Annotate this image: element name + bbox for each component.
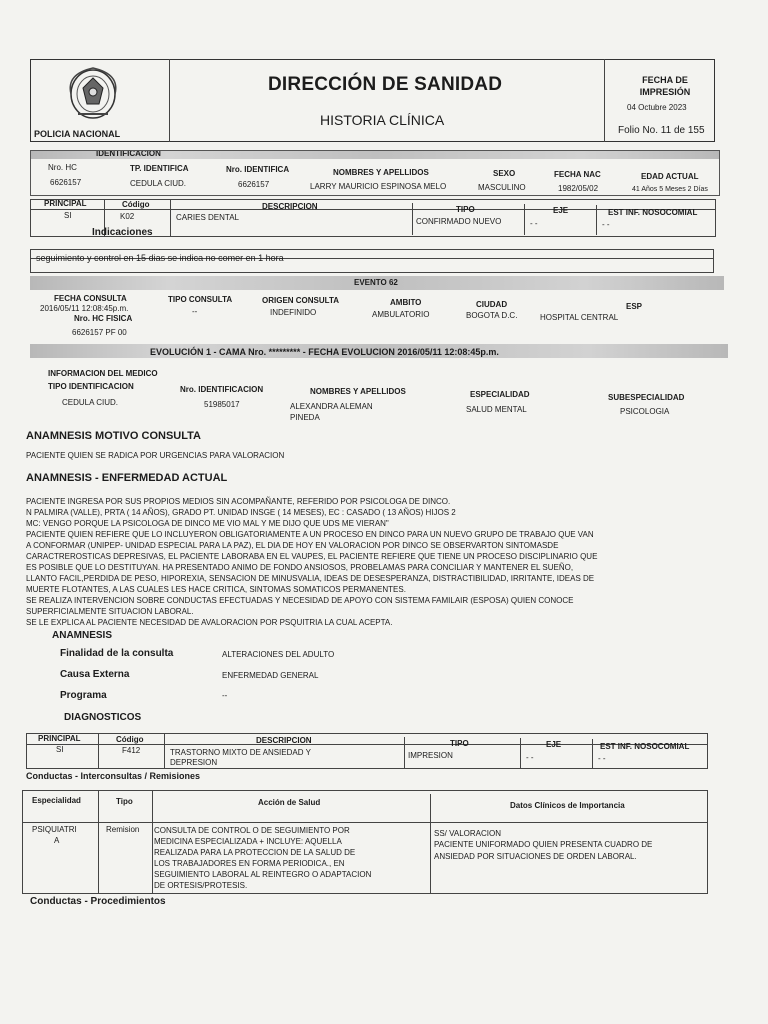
fecha-impresion-label: FECHA DE IMPRESIÓN	[639, 75, 691, 97]
diag-header-descripcion: DESCRIPCION	[256, 736, 312, 745]
diag1-principal: SI	[64, 211, 72, 220]
id-value-edad: 41 Años 5 Meses 2 Días	[632, 186, 708, 193]
diag1-header-codigo: Código	[122, 200, 150, 209]
enfermedad-line: LLANTO FACIL,PERDIDA DE PESO, HIPOREXIA, SENSACION DE MINUSVALIA, IDEAS DE DESESPERANZA, DISTRACTIBILIDAD, IRRITANTE, IDEAS DE	[26, 574, 595, 583]
diagnosticos-title: DIAGNOSTICOS	[64, 712, 142, 723]
evento-origen: INDEFINIDO	[270, 308, 317, 317]
procedimientos-title: Conductas - Procedimientos	[30, 896, 166, 907]
page-title: DIRECCIÓN DE SANIDAD	[268, 74, 503, 95]
motivo-title: ANAMNESIS MOTIVO CONSULTA	[26, 430, 201, 442]
evento-esp: HOSPITAL CENTRAL	[540, 313, 619, 322]
evento-tipo: --	[192, 307, 198, 316]
causa-externa-value: ENFERMEDAD GENERAL	[222, 671, 319, 680]
header-box	[30, 59, 715, 142]
medico-header-especialidad: ESPECIALIDAD	[470, 390, 530, 399]
identificacion-label: IDENTIFICACION	[96, 149, 161, 158]
enfermedad-line: PACIENTE INGRESA POR SUS PROPIOS MEDIOS SIN ACOMPAÑANTE, REFERIDO POR PSICOLOGA DE DINCO.	[26, 497, 451, 506]
evento-label: EVENTO 62	[354, 278, 398, 287]
enfermedad-line: SE REALIZA INTERVENCION SOBRE CONDUCTAS EFECTUADAS Y NECESIDAD DE APOYO CON SISTEMA FAMILAIR (ESPOSA) QUIEN CONOCE	[26, 596, 574, 605]
page-subtitle: HISTORIA CLÍNICA	[320, 112, 445, 128]
evento-header-esp: ESP	[626, 302, 643, 311]
finalidad-value: ALTERACIONES DEL ADULTO	[222, 650, 335, 659]
fecha-impresion-value: 04 Octubre 2023	[627, 103, 687, 112]
medico-header-tipo: TIPO IDENTIFICACION	[48, 382, 134, 391]
diag1-header-tipo: TIPO	[456, 205, 475, 214]
inter-accion-line: CONSULTA DE CONTROL O DE SEGUIMIENTO POR	[154, 826, 350, 835]
medico-nro: 51985017	[204, 400, 240, 409]
inter-accion-line: MEDICINA ESPECIALIZADA + INCLUYE: AQUELLA	[154, 837, 342, 846]
inter-accion-line: DE ORTESIS/PROTESIS.	[154, 881, 248, 890]
interconsultas-title: Conductas - Interconsultas / Remisiones	[26, 771, 201, 781]
indicaciones-label: Indicaciones	[92, 227, 153, 238]
medico-tipo: CEDULA CIUD.	[62, 398, 119, 407]
diag-tipo: IMPRESION	[408, 751, 453, 760]
evento-ciudad: BOGOTA D.C.	[466, 311, 518, 320]
evolucion-label: EVOLUCIÓN 1 - CAMA Nro. ********* - FECHA EVOLUCION 2016/05/11 12:08:45p.m.	[150, 347, 499, 357]
id-header-edad: EDAD ACTUAL	[641, 172, 699, 181]
id-value-fechanac: 1982/05/02	[558, 184, 599, 193]
inter-accion-line: SEGUIMIENTO LABORAL AL REINTEGRO O ADAPTACION	[154, 870, 372, 879]
diag1-header-descripcion: DESCRIPCION	[262, 202, 318, 211]
inter-datos-line: PACIENTE UNIFORMADO QUIEN PRESENTA CUADRO DE	[434, 840, 653, 849]
evento-hc-fisica-label: Nro. HC FISICA	[74, 314, 133, 323]
folio-number: Folio No. 11 de 155	[618, 125, 705, 136]
id-header-tp: TP. IDENTIFICA	[130, 164, 189, 173]
enfermedad-line: N PALMIRA (VALLE), PRTA ( 14 AÑOS), GRADO PT. UNIDAD INSGE ( 14 MESES), EC : CASADO ( 13 AÑOS) HIJOS 2	[26, 508, 456, 517]
id-value-tp: CEDULA CIUD.	[130, 179, 187, 188]
diag-header-eje: EJE	[546, 740, 562, 749]
diag1-codigo: K02	[120, 212, 135, 221]
diag-header-principal: PRINCIPAL	[38, 734, 81, 743]
diag1-est: - -	[602, 220, 610, 229]
id-value-sexo: MASCULINO	[478, 183, 526, 192]
inter-accion-line: LOS TRABAJADORES EN FORMA PERIODICA., EN	[154, 859, 345, 868]
programa-value: --	[222, 691, 228, 700]
evento-header-origen: ORIGEN CONSULTA	[262, 296, 340, 305]
id-header-hc: Nro. HC	[48, 163, 77, 172]
medico-nombre-1: ALEXANDRA ALEMAN	[290, 402, 373, 411]
programa-label: Programa	[60, 690, 107, 701]
id-header-fechanac: FECHA NAC	[554, 170, 601, 179]
id-value-nro: 6626157	[238, 180, 270, 189]
diag-header-tipo: TIPO	[450, 739, 469, 748]
enfermedad-title: ANAMNESIS - ENFERMEDAD ACTUAL	[26, 472, 228, 484]
indicaciones-text: seguimiento y control en 15 dias se indica no comer en 1 hora	[36, 253, 284, 263]
medico-section-label: INFORMACION DEL MEDICO	[48, 369, 158, 378]
enfermedad-line: CARACTREROSTICAS DEPRESIVAS, EL PACIENTE LABORABA EN EL VAUPES, EL PACIENTE REFIERE QUE TIENE UN PROCESO DISCIPLINARIO QUE	[26, 552, 598, 561]
evento-ambito: AMBULATORIO	[372, 310, 430, 319]
inter-especialidad-1: PSIQUIATRI	[32, 825, 77, 834]
org-name: POLICIA NACIONAL	[34, 129, 121, 139]
policia-emblem	[58, 64, 128, 128]
inter-header-tipo: Tipo	[116, 797, 133, 806]
causa-externa-label: Causa Externa	[60, 669, 130, 680]
diag1-header-principal: PRINCIPAL	[44, 199, 87, 208]
diag-codigo: F412	[122, 746, 141, 755]
evento-header-tipo: TIPO CONSULTA	[168, 295, 233, 304]
enfermedad-line: SE LE EXPLICA AL PACIENTE NECESIDAD DE AVALORACION POR PSQUITRIA LA CUAL ACEPTA.	[26, 618, 393, 627]
diag-descripcion-2: DEPRESION	[170, 758, 218, 767]
evento-header-ciudad: CIUDAD	[476, 300, 508, 309]
diag1-header-eje: EJE	[553, 206, 569, 215]
enfermedad-line: MC: VENGO PORQUE LA PSICOLOGA DE DINCO ME VIO MAL Y ME DIJO QUE UDS ME VIERAN"	[26, 519, 389, 528]
diag1-tipo: CONFIRMADO NUEVO	[416, 217, 502, 226]
id-header-sexo: SEXO	[493, 169, 516, 178]
evento-hc-fisica: 6626157 PF 00	[72, 328, 127, 337]
diag-header-est: EST INF. NOSOCOMIAL	[600, 742, 690, 751]
medico-especialidad: SALUD MENTAL	[466, 405, 527, 414]
diag-est: - -	[598, 754, 606, 763]
inter-datos-line: SS/ VALORACION	[434, 829, 501, 838]
diag-header-codigo: Código	[116, 735, 144, 744]
motivo-text: PACIENTE QUIEN SE RADICA POR URGENCIAS PARA VALORACION	[26, 451, 285, 460]
diag1-eje: - -	[530, 219, 538, 228]
diag-descripcion-1: TRASTORNO MIXTO DE ANSIEDAD Y	[170, 748, 311, 757]
enfermedad-line: ES POSIBLE QUE LO DESTITUYAN. HA PRESENTADO ANIMO DE FONDO ANSIOSOS, PROBELAMAS PARA CONCILIAR Y MANTENER EL SUEÑO,	[26, 563, 574, 572]
diag1-descripcion: CARIES DENTAL	[176, 213, 239, 222]
id-value-hc: 6626157	[50, 178, 82, 187]
medico-header-nro: Nro. IDENTIFICACION	[180, 385, 264, 394]
inter-tipo: Remision	[106, 825, 140, 834]
inter-header-especialidad: Especialidad	[32, 796, 81, 805]
finalidad-label: Finalidad de la consulta	[60, 648, 174, 659]
diag1-header-est: EST INF. NOSOCOMIAL	[608, 208, 698, 217]
diag-eje: - -	[526, 753, 534, 762]
enfermedad-line: MUERTE FLOTANTES, A LAS CUALES LES HACE CRITICA, SINTOMAS SOMATICOS PERMANENTES.	[26, 585, 406, 594]
inter-datos-line: ANSIEDAD POR SITUACIONES DE ORDEN LABORAL.	[434, 852, 637, 861]
medico-header-nombres: NOMBRES Y APELLIDOS	[310, 387, 406, 396]
diag-principal: SI	[56, 745, 64, 754]
enfermedad-line: A CONFORMAR (UNIPEP- UNIDAD ESPECIAL PARA LA PAZ), EL DIA DE HOY EN VALORACION POR DINCO SE OBSERVARTON SINTOMASDE	[26, 541, 559, 550]
enfermedad-line: SUPERFICIALMENTE SITUACION LABORAL.	[26, 607, 194, 616]
enfermedad-line: PACIENTE QUIEN REFIERE QUE LO INCLUYERON OBLIGATORIAMENTE A UN PROCESO EN DINCO PARA UN NUEVO GRUPO DE TRABAJO QUE VAN	[26, 530, 594, 539]
id-header-nro: Nro. IDENTIFICA	[226, 165, 290, 174]
medico-header-subespecialidad: SUBESPECIALIDAD	[608, 393, 685, 402]
inter-accion-line: REALIZADA PARA LA PROTECCION DE LA SALUD DE	[154, 848, 356, 857]
inter-header-accion: Acción de Salud	[258, 798, 321, 807]
evento-fecha: 2016/05/11 12:08:45p.m.	[40, 304, 129, 313]
medico-nombre-2: PINEDA	[290, 413, 320, 422]
anamnesis-title: ANAMNESIS	[52, 630, 113, 641]
inter-header-datos: Datos Clínicos de Importancia	[510, 801, 625, 810]
evento-header-fecha: FECHA CONSULTA	[54, 294, 127, 303]
inter-especialidad-2: A	[54, 836, 60, 845]
id-header-nombres: NOMBRES Y APELLIDOS	[333, 168, 429, 177]
medico-subespecialidad: PSICOLOGIA	[620, 407, 670, 416]
id-value-nombres: LARRY MAURICIO ESPINOSA MELO	[310, 182, 447, 191]
evento-header-ambito: AMBITO	[390, 298, 422, 307]
